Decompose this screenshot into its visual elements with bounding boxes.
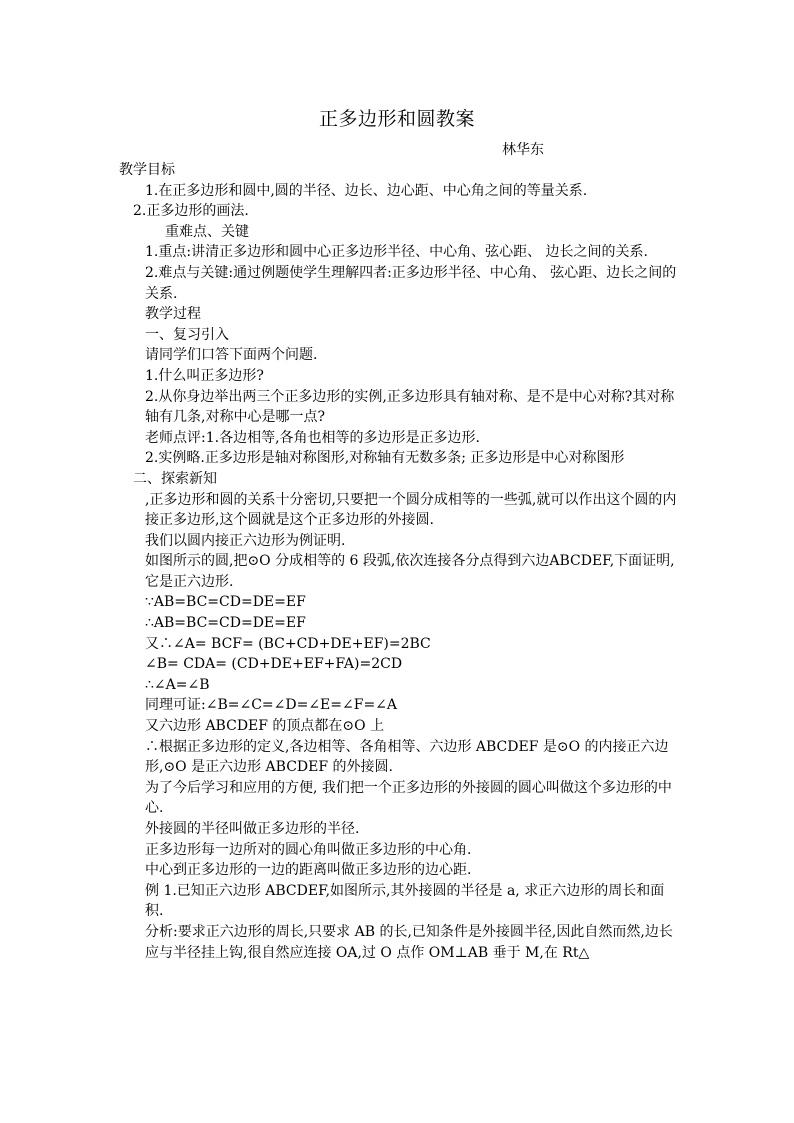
paragraph: 如图所示的圆,把⊙O 分成相等的 6 段弧,依次连接各分点得到六边ABCDEF,下面证明,它是正六边形. xyxy=(145,553,675,590)
paragraph: 教学目标 xyxy=(119,162,175,178)
paragraph: ,正多边形和圆的关系十分密切,只要把一个圆分成相等的一些弧,就可以作出这个圆的内接正多边形,这个圆就是这个正多边形的外接圆. xyxy=(145,491,677,529)
paragraph: 1.重点:讲清正多边形和圆中心正多边形半径、中心角、弦心距、 边长之间的关系. xyxy=(145,244,648,261)
paragraph: 2.从你身边举出两三个正多边形的实例,正多边形具有轴对称、是不是中心对称?其对称轴有几条,对称中心是哪一点? xyxy=(145,388,675,426)
paragraph: 又六边形 ABCDEF 的顶点都在⊙O 上 xyxy=(145,718,385,735)
paragraph: 分析:要求正六边形的周长,只要求 AB 的长,已知条件是外接圆半径,因此自然而然,边长应与半径挂上钩,很自然应连接 OA,过 O 点作 OM⊥AB 垂于 M,在 Rt△ xyxy=(145,923,673,961)
paragraph: 我们以圆内接正六边形为例证明. xyxy=(145,532,346,549)
paragraph: 二、探索新知 xyxy=(133,470,217,487)
paragraph: 一、复习引入 xyxy=(145,326,229,343)
paragraph: ∴根据正多边形的定义,各边相等、各角相等、六边形 ABCDEF 是⊙O 的内接正六边形,⊙O 是正六边形 ABCDEF 的外接圆. xyxy=(145,738,669,776)
paragraph: 正多边形每一边所对的圆心角叫做正多边形的中心角. xyxy=(145,841,472,858)
paragraph: ∴AB=BC=CD=DE=EF xyxy=(145,615,306,632)
paragraph: 同理可证:∠B=∠C=∠D=∠E=∠F=∠A xyxy=(145,697,398,714)
paragraph: 又∴∠A= BCF= (BC+CD+DE+EF)=2BC xyxy=(145,635,431,652)
paragraph: 2.难点与关键:通过例题使学生理解四者:正多边形半径、中心角、 弦心距、边长之间的关系. xyxy=(145,264,677,302)
paragraph: 2.正多边形的画法. xyxy=(133,203,249,220)
paragraph: 2.实例略.正多边形是轴对称图形,对称轴有无数多条; 正多边形是中心对称图形 xyxy=(145,450,625,467)
document-author: 林华东 xyxy=(502,142,544,158)
paragraph: 为了今后学习和应用的方便, 我们把一个正多边形的外接圆的圆心叫做这个多边形的中心. xyxy=(145,779,672,817)
paragraph: 请同学们口答下面两个问题. xyxy=(145,347,318,364)
paragraph: 教学过程 xyxy=(145,306,201,323)
paragraph: 1.在正多边形和圆中,圆的半径、边长、边心距、中心角之间的等量关系. xyxy=(145,182,588,199)
paragraph: 例 1.已知正六边形 ABCDEF,如图所示,其外接圆的半径是 a, 求正六边形的周长和面积. xyxy=(145,882,665,920)
paragraph: ∠B= CDA= (CD+DE+EF+FA)=2CD xyxy=(145,656,403,673)
document-title: 正多边形和圆教案 xyxy=(318,108,475,130)
paragraph: 外接圆的半径叫做正多边形的半径. xyxy=(145,821,360,837)
paragraph: 老师点评:1.各边相等,各角也相等的多边形是正多边形. xyxy=(145,429,480,446)
paragraph: 中心到正多边形的一边的距离叫做正多边形的边心距. xyxy=(145,862,472,879)
paragraph: 1.什么叫正多边形? xyxy=(145,367,264,384)
document-body xyxy=(119,160,679,963)
paragraph: 重难点、关键 xyxy=(165,223,249,240)
paragraph: ∴∠A=∠B xyxy=(145,676,210,693)
paragraph: ∵AB=BC=CD=DE=EF xyxy=(145,594,306,611)
